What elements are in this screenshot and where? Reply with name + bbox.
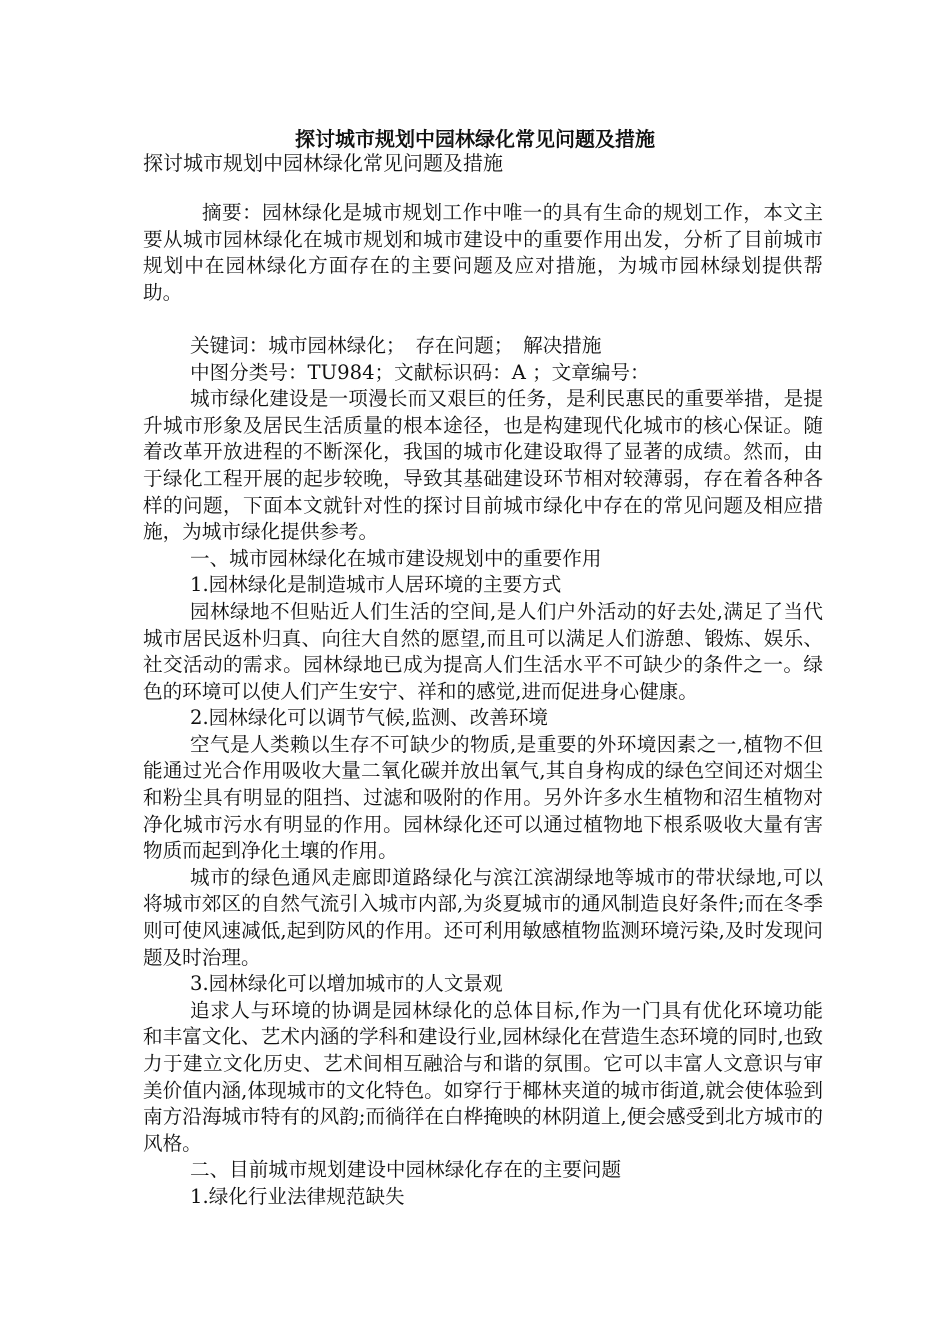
abstract-paragraph: 摘要：园林绿化是城市规划工作中唯一的具有生命的规划工作，本文主要从城市园林绿化在城市规划和城市建设中的重要作用出发，分析了目前城市规划中在园林绿化方面存在的主要问题及应对措施，为城市园林绿划提供帮助。 <box>143 201 823 304</box>
document-subtitle: 探讨城市规划中园林绿化常见问题及措施 <box>143 151 503 175</box>
body-paragraph: 空气是人类赖以生存不可缺少的物质,是重要的外环境因素之一,植物不但能通过光合作用吸收大量二氧化碳并放出氧气,其自身构成的绿色空间还对烟尘和粉尘具有明显的阻挡、过滤和吸附的作用。另外许多水生植物和沼生植物对净化城市污水有明显的作用。园林绿化还可以通过植物地下根系吸收大量有害物质而起到净化土壤的作用。 <box>143 732 823 863</box>
body-paragraph: 城市绿化建设是一项漫长而又艰巨的任务，是利民惠民的重要举措，是提升城市形象及居民生活质量的根本途径，也是构建现代化城市的核心保证。随着改革开放进程的不断深化，我国的城市化建设取得了显著的成绩。然而，由于绿化工程开展的起步较晚，导致其基础建设环节相对较薄弱，存在着各种各样的问题，下面本文就针对性的探讨目前城市绿化中存在的常见问题及相应措施，为城市绿化提供参考。 <box>143 387 823 544</box>
keywords-line: 关键词：城市园林绿化； 存在问题； 解决措施 <box>190 333 602 357</box>
section-heading: 一、城市园林绿化在城市建设规划中的重要作用 <box>190 546 602 570</box>
subsection-heading: 3.园林绿化可以增加城市的人文景观 <box>190 972 503 996</box>
spacer <box>143 306 823 333</box>
section-heading: 二、目前城市规划建设中园林绿化存在的主要问题 <box>190 1158 622 1182</box>
document-body <box>143 200 823 1211</box>
body-paragraph: 追求人与环境的协调是园林绿化的总体目标,作为一门具有优化环境功能和丰富文化、艺术内涵的学科和建设行业,园林绿化在营造生态环境的同时,也致力于建立文化历史、艺术间相互融洽与和谐的氛围。它可以丰富人文意识与审美价值内涵,体现城市的文化特色。如穿行于椰林夹道的城市街道,就会使体验到南方沿海城市特有的风韵;而徜徉在白桦掩映的林阴道上,便会感受到北方城市的风格。 <box>143 998 823 1155</box>
document-title: 探讨城市规划中园林绿化常见问题及措施 <box>295 127 655 151</box>
body-paragraph: 城市的绿色通风走廊即道路绿化与滨江滨湖绿地等城市的带状绿地,可以将城市郊区的自然气流引入城市内部,为炎夏城市的通风制造良好条件;而在冬季则可使风速减低,起到防风的作用。还可利用敏感植物监测环境污染,及时发现问题及时治理。 <box>143 865 823 969</box>
classification-line: 中图分类号：TU984；文献标识码：A ；文章编号： <box>190 360 650 384</box>
subsection-heading: 1.绿化行业法律规范缺失 <box>190 1184 405 1208</box>
subsection-heading: 1.园林绿化是制造城市人居环境的主要方式 <box>190 573 562 597</box>
body-paragraph: 园林绿地不但贴近人们生活的空间,是人们户外活动的好去处,满足了当代城市居民返朴归真、向往大自然的愿望,而且可以满足人们游憩、锻炼、娱乐、社交活动的需求。园林绿地已成为提高人们生活水平不可缺少的条件之一。绿色的环境可以使人们产生安宁、祥和的感觉,进而促进身心健康。 <box>143 599 823 703</box>
subsection-heading: 2.园林绿化可以调节气候,监测、改善环境 <box>190 706 549 730</box>
